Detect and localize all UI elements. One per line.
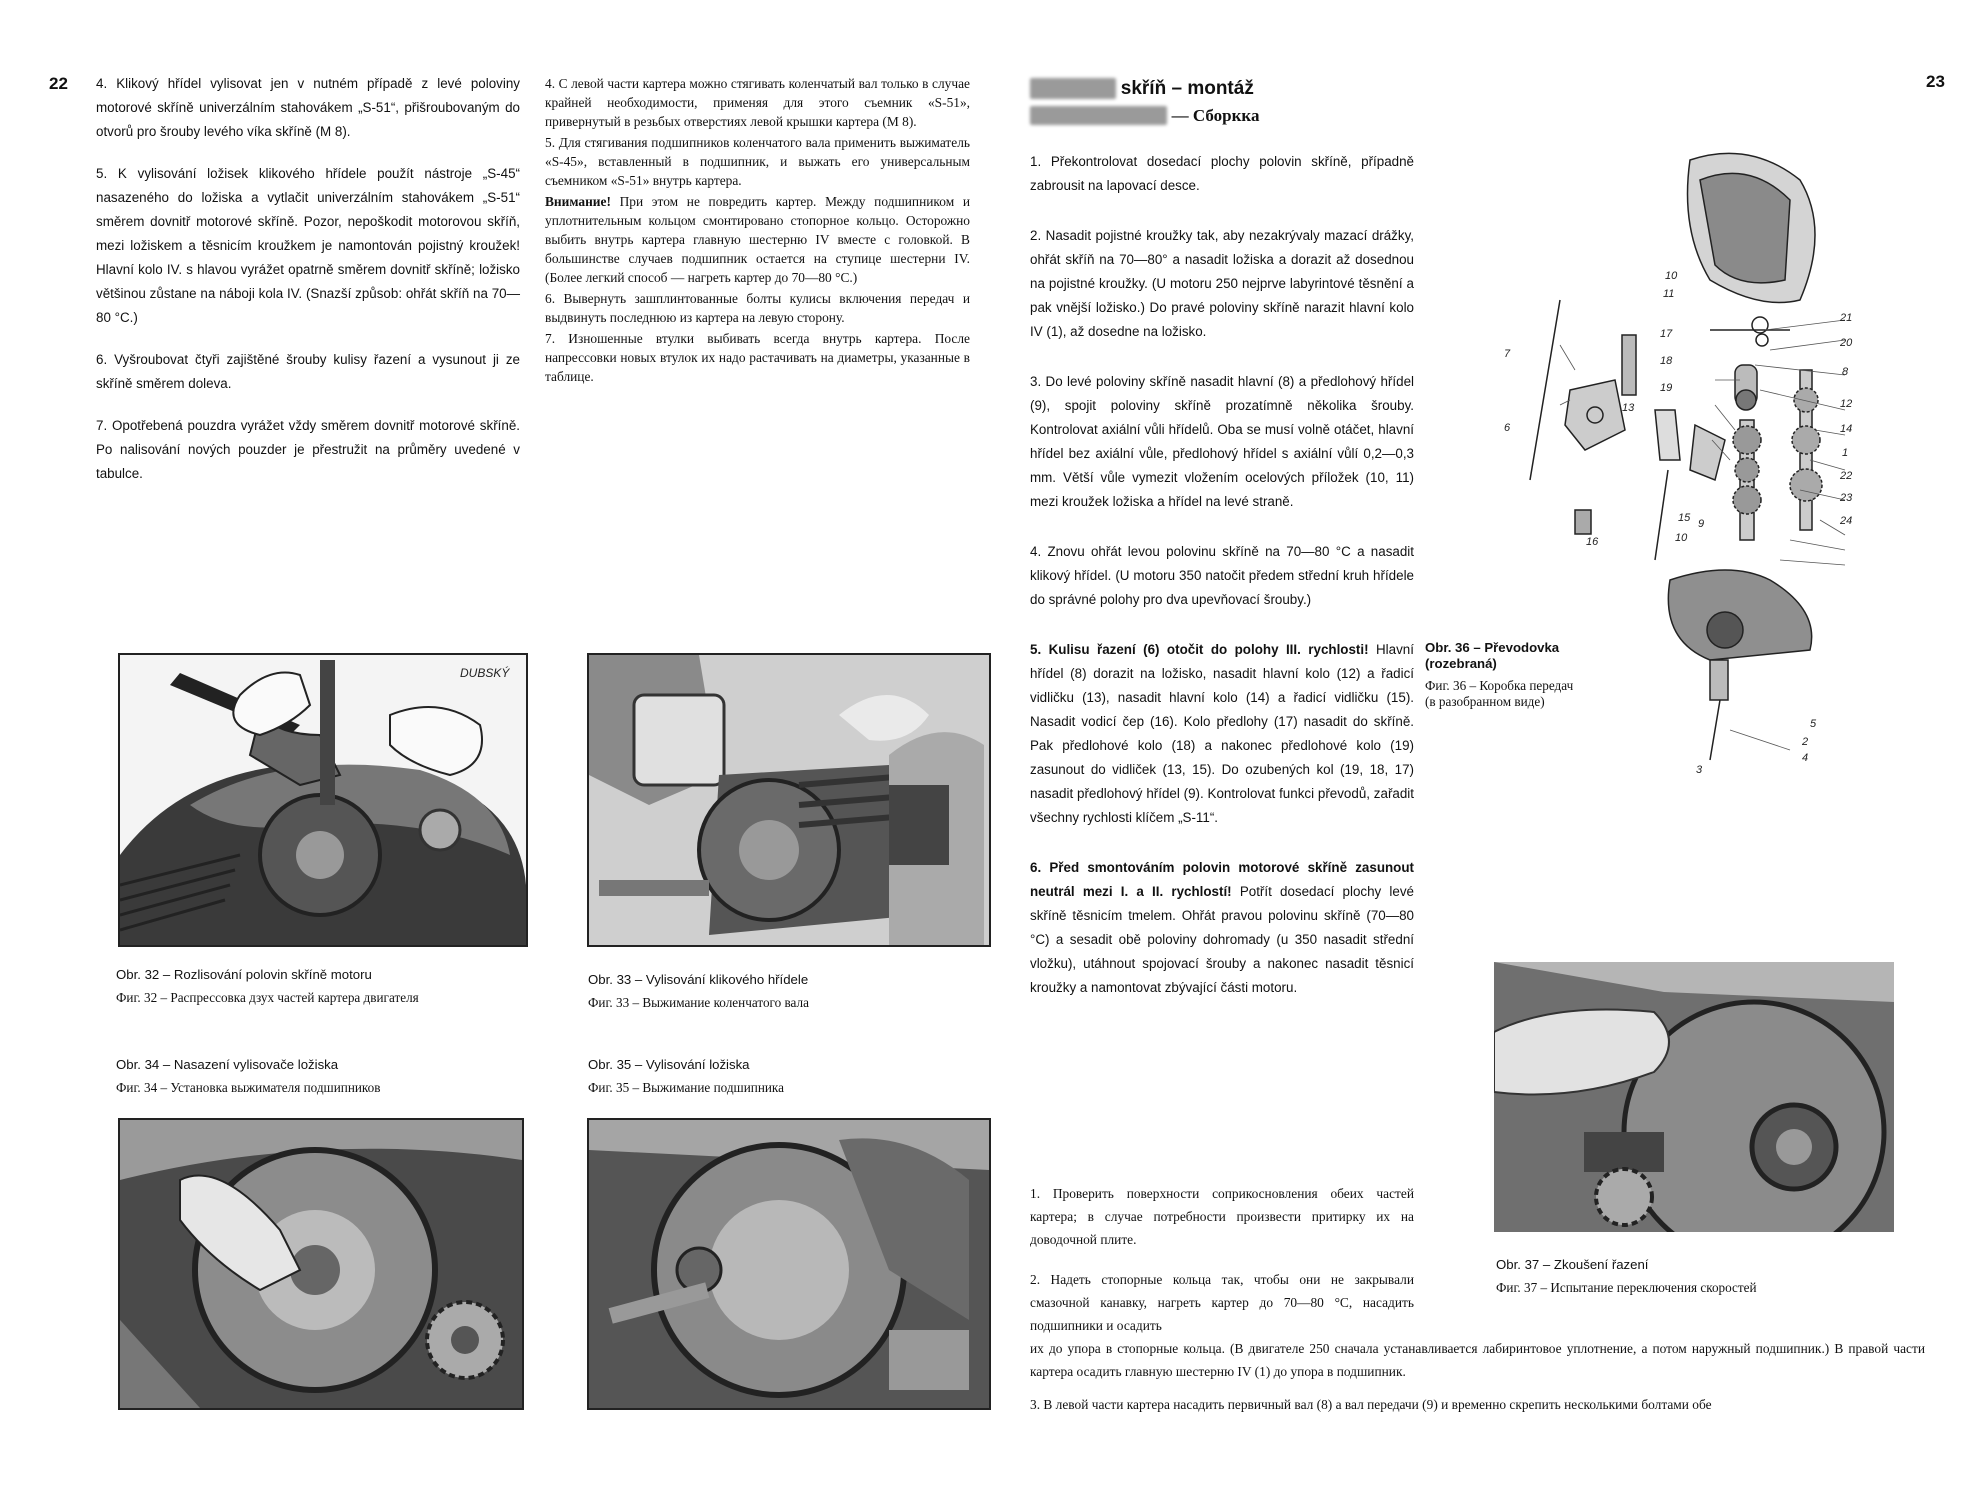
cz-paragraph-5-rest: Hlavní hřídel (8) dorazit na ložisko, nasadit hlavní kolo (12) a řadicí vidličku (13), nasadit hlavní kolo (14) a řadicí vidličku (15). Nasadit vodicí čep (16). Kolo předlohy (17) nasadit do skříně. Pak předlohové kolo (18) a nakonec předlohové kolo (19) zasunout do vidliček (13, 15). Do ozubených kol (19, 18, 17) nasadit předlohový hřídel (9). Kontrolovat funkci převodů, zařadit všechny rychlosti klíčem „S-11“. [1030, 642, 1414, 825]
right-cz-paragraph-4: 4. Znovu ohřát levou polovinu skříně na 70—80 °C a nasadit klikový hřídel. (U motoru 350 natočit předem střední kruh hřídele do správné polohy pro dva upevňovací šrouby.) [1030, 544, 1414, 607]
left-ru-paragraph-6: 6. Вывернуть зашплинтованные болты кулисы включения передач и выдвинуть последнюю из картера на левую сторону. [545, 291, 970, 325]
title-cz-rest: skříň – montáž [1120, 78, 1254, 99]
figure-36-caption-ru-2: (в разобранном виде) [1425, 694, 1545, 709]
figure-35-caption [588, 1053, 784, 1099]
right-cz-column [1030, 150, 1414, 1023]
figure-32-caption-ru: Фиг. 32 – Распрессовка дзух частей картера двигателя [116, 990, 419, 1005]
bearing-extractor-photo [120, 1120, 522, 1408]
cz-bold-6: 6. Před smontováním polovin motorové skříně zasunout neutrál mezi I. a II. rychlostí! [1030, 860, 1414, 899]
part-label-13: 13 [1622, 402, 1635, 414]
part-label-12: 12 [1840, 398, 1853, 410]
page-number-right: 23 [1926, 72, 1945, 91]
part-label-14: 14 [1840, 423, 1853, 435]
right-cz-paragraph-1: 1. Překontrolovat dosedací plochy polovin skříně, případně zabrousit na lapovací desce. [1030, 154, 1414, 193]
figure-37-caption-cz: Obr. 37 – Zkoušení řazení [1496, 1257, 1649, 1272]
figure-35-photo [587, 1118, 991, 1410]
part-label-4: 4 [1802, 752, 1809, 764]
figure-33-caption-cz: Obr. 33 – Vylisování klikového hřídele [588, 972, 809, 987]
left-cz-paragraph-6: 6. Vyšroubovat čtyři zajištěné šrouby kulisy řazení a vysunout ji ze skříně směrem doleva. [96, 352, 520, 391]
figure-32-caption [116, 963, 419, 1009]
part-label-23: 23 [1840, 492, 1853, 504]
part-label-24: 24 [1840, 515, 1853, 527]
figure-37-caption-ru: Фиг. 37 – Испытание переключения скоростей [1496, 1280, 1757, 1295]
part-label-5: 5 [1810, 718, 1817, 730]
right-cz-paragraph-6 [1030, 856, 1414, 1000]
cz-bold-5: 5. Kulisu řazení (6) otočit do polohy III. rychlosti! [1030, 642, 1369, 657]
ru-paragraph-2-part-b: их до упора в стопорные кольца. (В двигателе 250 сначала устанавливается лабиринтовое уплотнение, а потом наружный подшипник.) В правой части картера осадить главную шестерню IV (1) до упора в подшипник. [1030, 1341, 1925, 1379]
section-title-ru [1030, 104, 1259, 128]
part-label-10b: 10 [1675, 532, 1688, 544]
ru-paragraph-2-part-a: 2. Надеть стопорные кольца так, чтобы они не закрывали смазочной канавку, нагреть картер до 70—80 °C, насадить подшипники и осадить [1030, 1272, 1414, 1333]
figure-35-caption-ru: Фиг. 35 – Выжимание подшипника [588, 1080, 784, 1095]
page-number-left: 22 [49, 74, 68, 93]
part-label-15: 15 [1678, 512, 1691, 524]
part-label-1: 1 [1842, 447, 1849, 459]
figure-35-caption-cz: Obr. 35 – Vylisování ložiska [588, 1057, 750, 1072]
left-ru-paragraph-warning [545, 192, 970, 287]
part-label-9: 9 [1698, 518, 1705, 530]
left-ru-paragraph-4: 4. С левой части картера можно стягивать коленчатый вал только в случае крайней необходимости, применяя для этого съемник «S-51», привернутый в резьбых отверстиях левой крышки картера (M 8). [545, 76, 970, 129]
part-label-19: 19 [1660, 382, 1673, 394]
part-label-2: 2 [1802, 736, 1809, 748]
figure-33-caption [588, 968, 809, 1014]
figure-36-caption-cz-2: (rozebraná) [1425, 656, 1497, 671]
figure-32-photo [118, 653, 528, 947]
section-title [1030, 74, 1259, 128]
part-label-20: 20 [1840, 337, 1853, 349]
crankshaft-pressing-photo [589, 655, 989, 945]
figure-32-caption-cz: Obr. 32 – Rozlisování polovin skříně motoru [116, 967, 372, 982]
right-cz-paragraph-5 [1030, 638, 1414, 830]
left-ru-paragraph-5: 5. Для стягивания подшипников коленчатого вала применить выжиматель «S-45», вставленный в подшипник, и выжать его универсальным съемником «S-51» внутрь картера. [545, 135, 970, 188]
warning-word: Внимание! [545, 194, 611, 209]
figure-36-caption [1425, 640, 1573, 710]
cz-paragraph-6-rest: Potřít dosedací plochy levé skříně těsnicím tmelem. Ohřát pravou polovinu skříně (70—80 °C) a sesadit obě poloviny dohromady (u 350 nasadit střední vložku), utáhnout spojovací šrouby a nakonec nasadit těsnicí kroužky a namontovat zbývající části motoru. [1030, 884, 1414, 995]
part-label-10a: 10 [1665, 270, 1678, 282]
left-cz-column [96, 72, 520, 509]
left-cz-paragraph-4: 4. Klikový hřídel vylisovat jen v nutném případě z levé poloviny motorové skříně univerzálním stahovákem „S-51“, přišroubovaným do otvorů pro šrouby levého víka skříně (M 8). [96, 76, 520, 139]
warning-text: При этом не повредить картер. Между подшипником и уплотнительным кольцом смонтировано стопорное кольцо. Осторожно выбить внутрь картера главную шестерню IV вместе с головкой. В большинстве случаев подшипник остается на ступице шестерни IV. (Более легкий способ — нагреть картер до 70—80 °C.) [545, 194, 970, 285]
engine-disassembly-illustration [120, 655, 526, 945]
part-label-21: 21 [1840, 312, 1853, 324]
artist-signature: DUBSKÝ [460, 666, 510, 680]
part-label-16: 16 [1586, 536, 1599, 548]
title-ru-rest: — Сборкка [1171, 106, 1260, 125]
section-title-cz [1030, 74, 1259, 104]
part-label-8: 8 [1842, 366, 1849, 378]
figure-34-caption-cz: Obr. 34 – Nasazení vylisovače ložiska [116, 1057, 339, 1072]
part-label-18: 18 [1660, 355, 1673, 367]
figure-37-photo [1494, 962, 1894, 1232]
gear-shift-testing-photo [1494, 962, 1894, 1232]
figure-33-photo [587, 653, 991, 947]
left-ru-paragraph-7: 7. Изношенные втулки выбивать всегда внутрь картера. После напрессовки новых втулок их надо растачивать на диаметры, указанные в таблице. [545, 331, 970, 384]
part-label-22: 22 [1840, 470, 1853, 482]
right-cz-paragraph-2: 2. Nasadit pojistné kroužky tak, aby nezakrývaly mazací drážky, ohřát skříň na 70—80° a nasadit ložiska a dorazit až dosednou na pojistné kroužky. (U motoru 250 nejprve labyrintové těsnění a pak vnější ložisko.) Do pravé poloviny skříně narazit hlavní kolo IV (1), až dosedne na ložisko. [1030, 228, 1414, 339]
right-ru-paragraph-2 [1030, 1268, 1925, 1383]
right-ru-paragraph-3: 3. В левой части картера насадить первичный вал (8) а вал передачи (9) и временно скрепить несколькими болтами обе [1030, 1397, 1712, 1412]
left-cz-paragraph-7: 7. Opotřebená pouzdra vyrážet vždy směrem dovnitř motorové skříně. Po nalisování nových pouzder je přestružit na průměry uvedené v tabulce. [96, 418, 520, 481]
figure-34-caption-ru: Фиг. 34 – Установка выжимателя подшипников [116, 1080, 381, 1095]
figure-36-caption-cz-1: Obr. 36 – Převodovka [1425, 640, 1560, 655]
part-label-17: 17 [1660, 328, 1673, 340]
right-ru-paragraph-1: 1. Проверить поверхности соприкосновления обеих частей картера; в случае потребности произвести притирку их на доводочной плите. [1030, 1186, 1414, 1247]
figure-34-caption [116, 1053, 381, 1099]
part-label-7: 7 [1504, 348, 1511, 360]
part-label-11: 11 [1663, 288, 1675, 300]
part-label-6: 6 [1504, 422, 1511, 434]
figure-33-caption-ru: Фиг. 33 – Выжимание коленчатого вала [588, 995, 809, 1010]
figure-34-photo [118, 1118, 524, 1410]
figure-36-caption-ru-1: Фиг. 36 – Коробка передач [1425, 678, 1574, 693]
right-cz-paragraph-3: 3. Do levé poloviny skříně nasadit hlavní (8) a předlohový hřídel (9), spojit poloviny skříně prozatímně několika šrouby. Kontrolovat axiální vůli hřídelů. Oba se musí volně otáčet, hlavní hřídel bez axiální vůle, předlohový hřídel s axiální vůlí 0,2—0,3 mm. Větší vůle vymezit vložením ocelových příložek (10, 11) mezi kroužek ložiska a hřídel na levé straně. [1030, 374, 1414, 509]
part-label-3: 3 [1696, 764, 1703, 776]
left-ru-column [545, 74, 970, 396]
bearing-pressing-photo [589, 1120, 989, 1408]
left-cz-paragraph-5: 5. K vylisování ložisek klikového hřídele použít nástroje „S-45“ nasazeného do ložiska a vytlačit univerzálním stahovákem „S-51“ směrem dovnitř motorové skříně. Pozor, nepoškodit motorovou skříň, mezi ložiskem a těsnicím kroužkem je namontován pojistný kroužek! Hlavní kolo IV. s hlavou vyrážet opatrně směrem dovnitř skříně; ložisko většinou zůstane na náboji kola IV. (Snazší způsob: ohřát skříň na 70—80 °C.) [96, 166, 520, 325]
